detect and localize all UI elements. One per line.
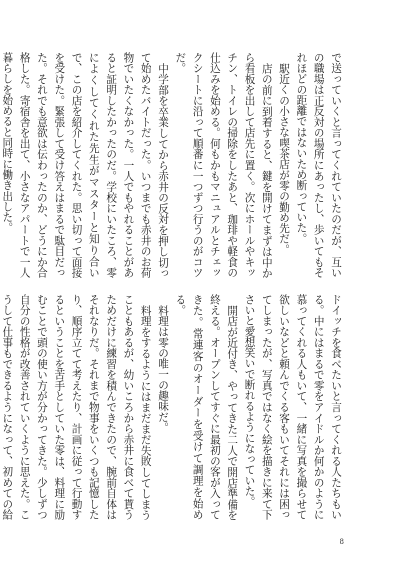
lower-text-block	[1, 294, 344, 520]
paragraph: ドイッチを食べたいと言ってくれる人たちもいる。中にはまるで零をアイドルか何かのように慕ってくれる人もいて、一緒に写真を撮らせて欲しいなどと頼んでくる客もいてそれには困ってしまったが、写真ではなく絵を描きに来て下さいと愛想笑いで断れるようになっていた。	[243, 294, 342, 520]
paragraph: 開店が近付き、やってきた二人で開店準備を終える。オープンしてすぐに最初の客が入ってきた。常連客のオーダーを受けて調理を始める。	[174, 294, 239, 520]
paragraph: で送っていくと言ってくれていたのだが、互いの職場は正反対の場所にあったし、歩いてもそれほどの距離ではないため断っていた。	[295, 52, 342, 278]
paragraph: 料理は零の唯一の趣味だ。	[157, 304, 170, 433]
paragraph: 料理をするようにはまだまだ失敗してしまうこともあるが、幼いころから赤井に食べて貰うためだけに練習を積んできたので、腕前自体はそれなりだ。それまで物事をいくつも記憶したり、順序立てて考えたり、計画に従って行動するということを苦手としていた零は、料理に励むことで頭の使い方が分かってきた。少しずつ自分の性格が改善されていくように思えた。こうして仕事もできるようになって、初めての給	[1, 294, 152, 520]
paragraph: 店の前に到着すると、鍵を開けてまずは中から看板を出して店先に置く。次にホールやキッチン、トイレの掃除をしたあと、珈琲や軽食の仕込みを始める。何もかもマニュアルとチェックシートに沿って順番に一つずつ行うのがコツだ。	[174, 52, 273, 278]
paragraph: 駅近くの小さな喫茶店が零の勤め先だ。	[278, 62, 291, 255]
page-number: 8	[339, 538, 344, 546]
paragraph: 中学部を卒業してから赤井の反対を押し切って始めたバイトだった。いつまでも赤井のお荷物でいたくなかった。一人でもやれることがあると証明したかったのだ。学校にいたころ、零によくしてくれた先生がマスターと知り合いで、この店を紹介してくれた。思い切って面接を受けた。緊張して受け答えはまるで駄目だった。それでも意欲は伝わったのか、どうにか合格した。寄宿舎を出て、小さなアパートで一人暮らしを始めると同時に働き出した。	[1, 52, 170, 278]
upper-text-block	[1, 52, 344, 278]
